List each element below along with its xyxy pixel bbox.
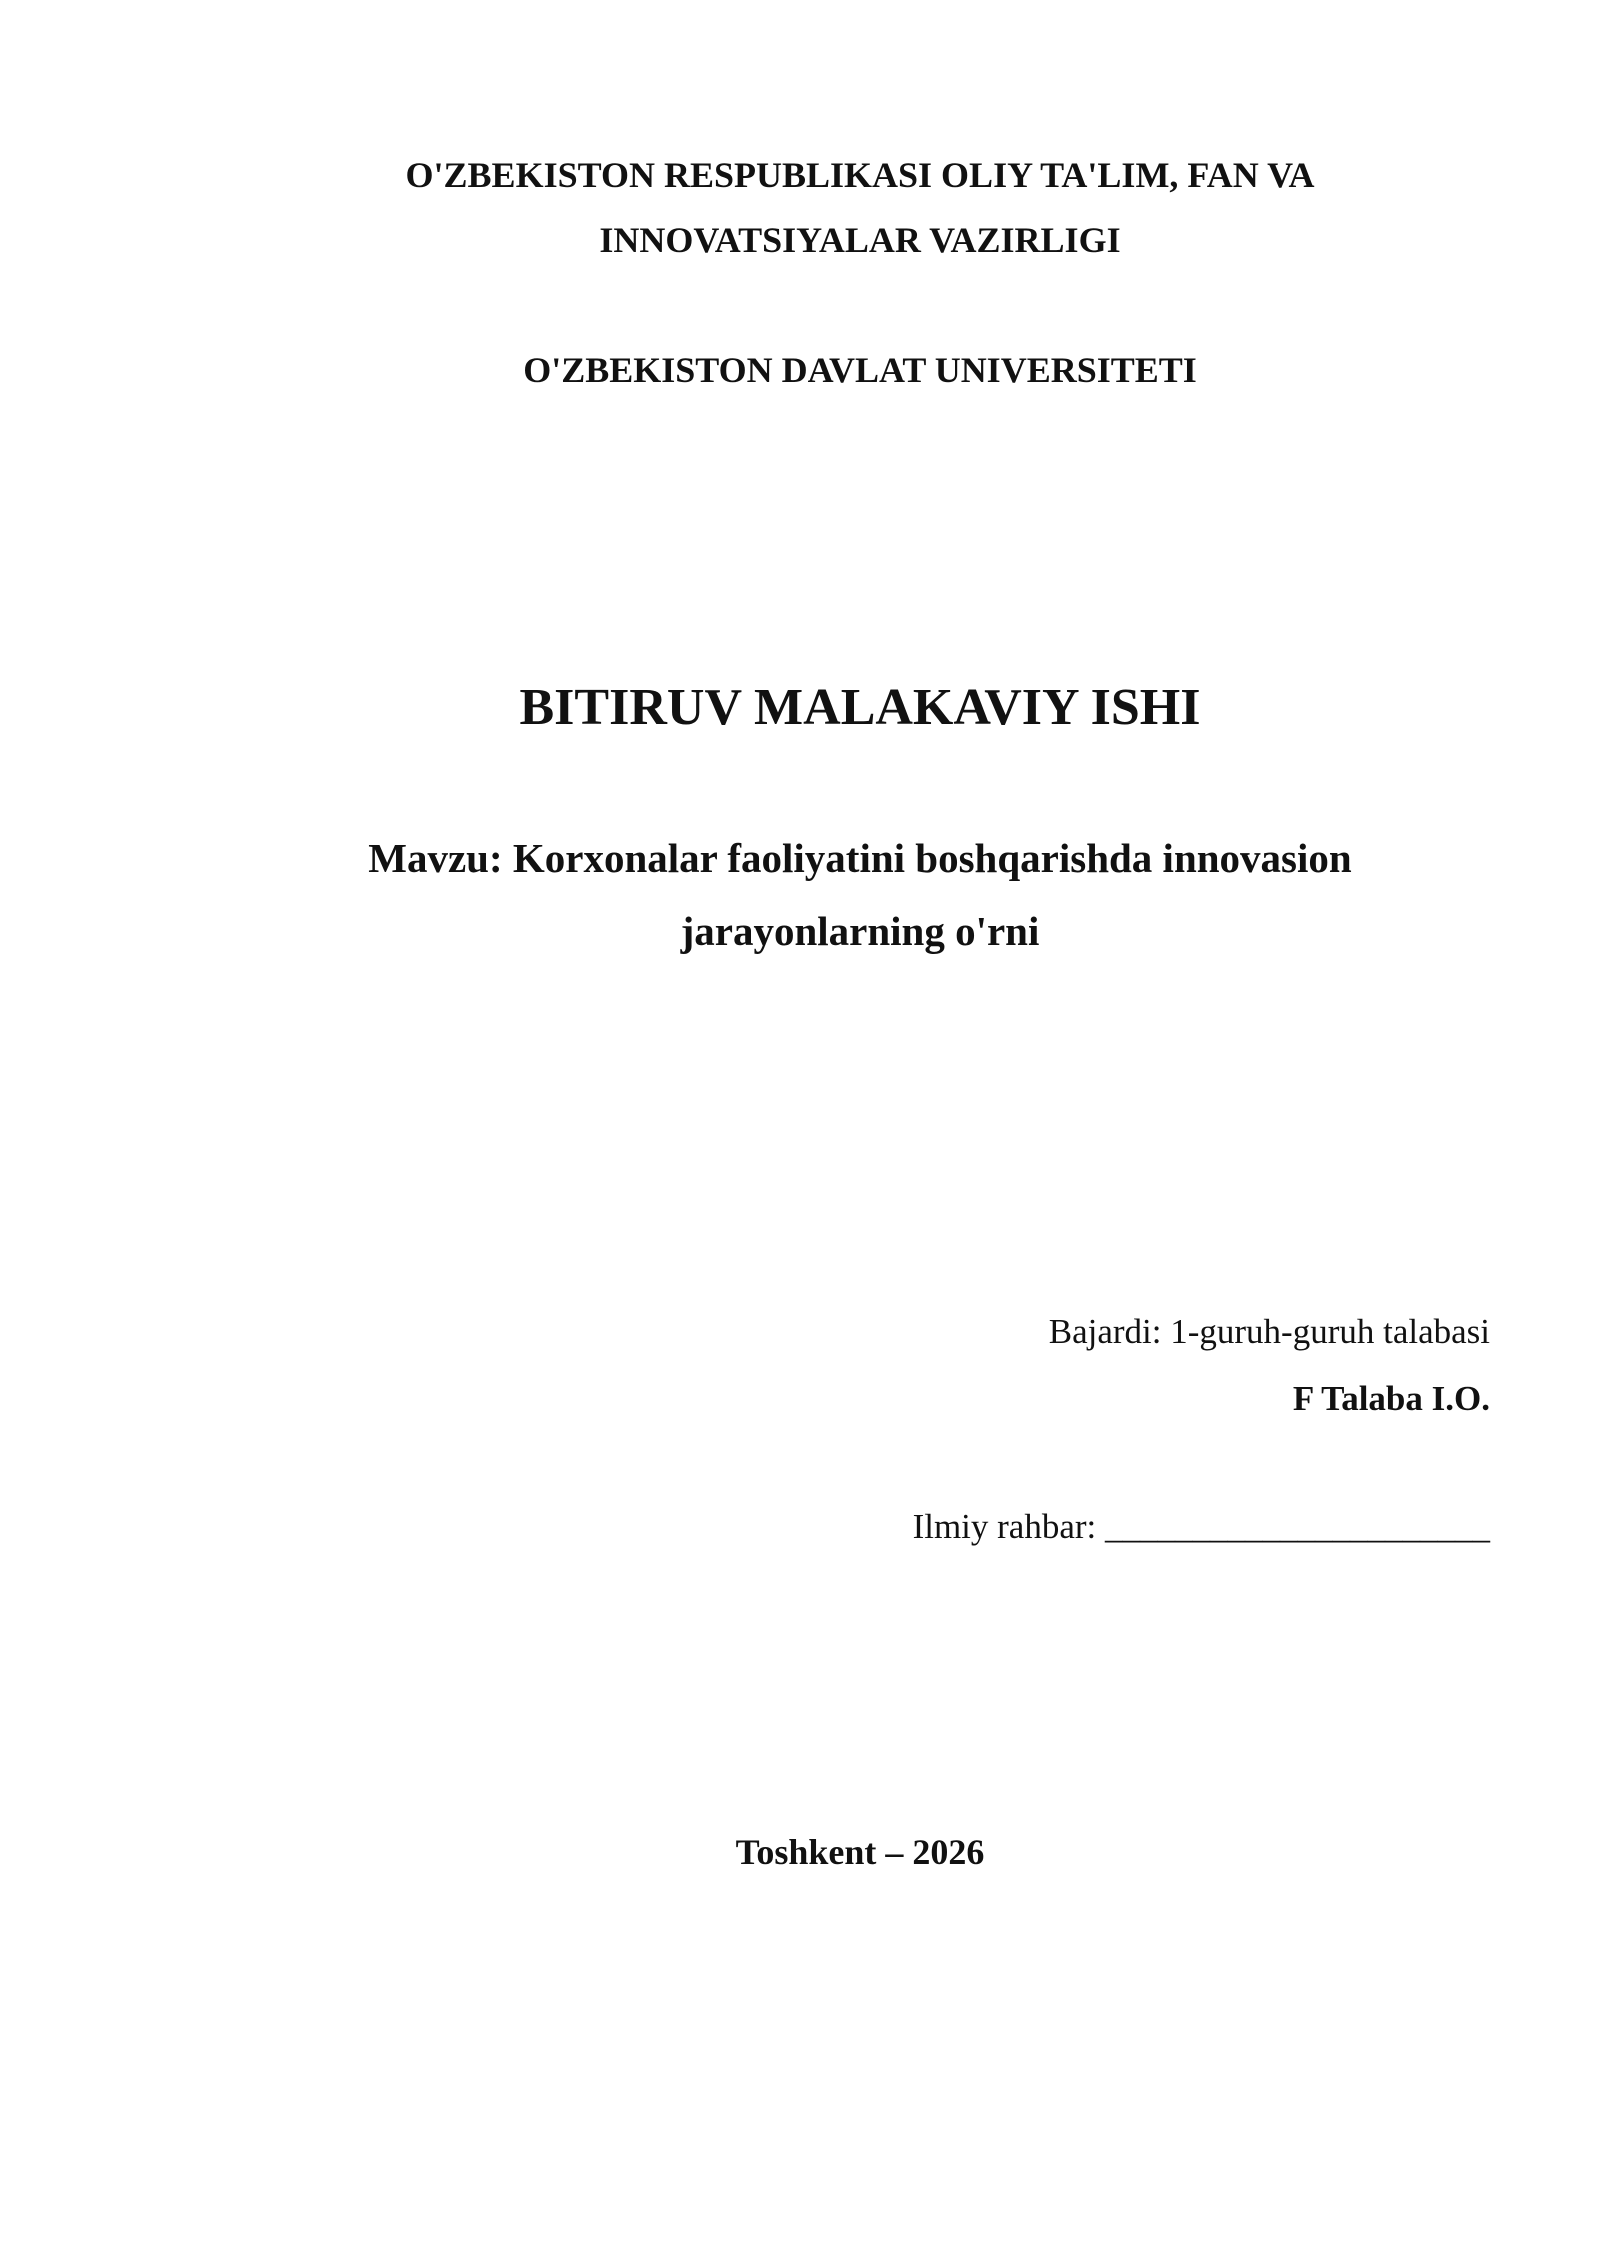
ministry-line-1: O'ZBEKISTON RESPUBLIKASI OLIY TA'LIM, FAN VA [405, 155, 1315, 195]
performed-by: Bajardi: 1-guruh-guruh talabasi [1048, 1312, 1490, 1351]
topic-line-2: jarayonlarning o'rni [680, 908, 1040, 954]
topic-line-1: Mavzu: Korxonalar faoliyatini boshqarishda innovasion [368, 835, 1352, 881]
document-title: BITIRUV MALAKAVIY ISHI [519, 679, 1201, 736]
supervisor-line: Ilmiy rahbar: ______________________ [912, 1507, 1490, 1546]
student-name: F Talaba I.O. [1292, 1379, 1490, 1418]
city-year: Toshkent – 2026 [735, 1832, 985, 1872]
ministry-line-2: INNOVATSIYALAR VAZIRLIGI [599, 220, 1121, 260]
university-name: O'ZBEKISTON DAVLAT UNIVERSITETI [523, 350, 1197, 390]
